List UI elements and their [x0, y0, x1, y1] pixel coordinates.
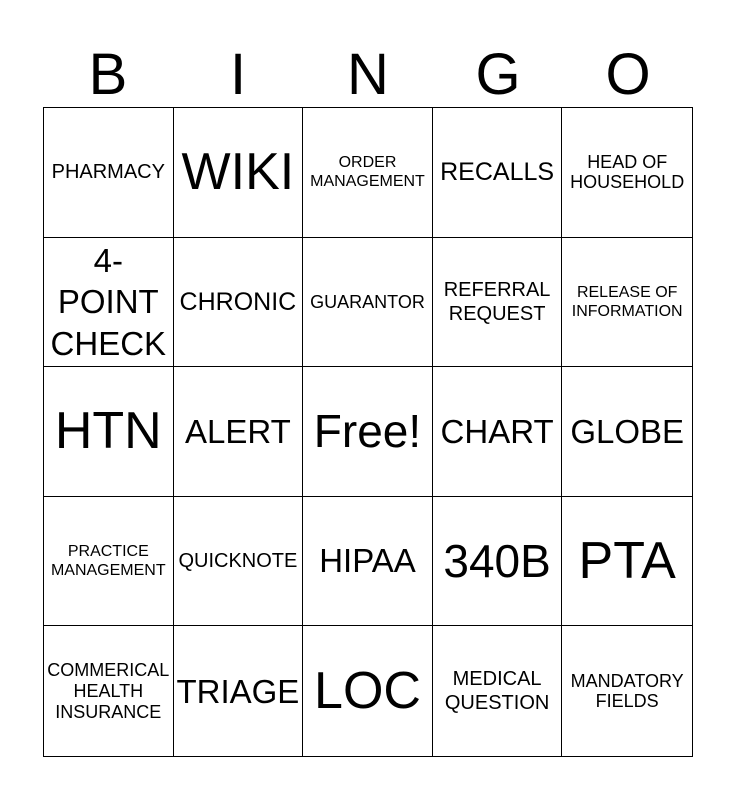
bingo-cell[interactable]: HTN: [44, 367, 174, 497]
header-letter-n: N: [347, 42, 389, 107]
bingo-header: [43, 40, 693, 108]
bingo-cell[interactable]: ALERT: [174, 367, 304, 497]
bingo-cell[interactable]: RELEASE OF INFORMATION: [562, 238, 692, 368]
header-letter-i: I: [229, 42, 247, 107]
bingo-cell[interactable]: CHRONIC: [174, 238, 304, 368]
bingo-cell[interactable]: PTA: [562, 497, 692, 627]
free-space-cell[interactable]: Free!: [303, 367, 433, 497]
bingo-cell[interactable]: HEAD OF HOUSEHOLD: [562, 108, 692, 238]
header-letter-b: B: [88, 42, 128, 107]
bingo-cell[interactable]: HIPAA: [303, 497, 433, 627]
bingo-board: [43, 107, 693, 757]
bingo-cell[interactable]: COMMERICAL HEALTH INSURANCE: [44, 626, 174, 756]
bingo-cell[interactable]: 4-POINT CHECK: [44, 238, 174, 368]
bingo-cell[interactable]: 340B: [433, 497, 563, 627]
bingo-cell[interactable]: GUARANTOR: [303, 238, 433, 368]
bingo-cell[interactable]: GLOBE: [562, 367, 692, 497]
bingo-cell[interactable]: LOC: [303, 626, 433, 756]
bingo-cell[interactable]: MANDATORY FIELDS: [570, 670, 684, 712]
bingo-cell[interactable]: PRACTICE MANAGEMENT: [44, 497, 174, 627]
bingo-cell[interactable]: REFERRAL REQUEST: [433, 238, 563, 368]
bingo-cell[interactable]: QUICKNOTE: [174, 497, 304, 627]
bingo-cell[interactable]: TRIAGE: [174, 626, 304, 756]
bingo-cell[interactable]: WIKI: [174, 108, 304, 238]
bingo-cell[interactable]: PHARMACY: [44, 108, 174, 238]
header-letter-g: G: [475, 42, 521, 107]
bingo-cell[interactable]: RECALLS: [433, 108, 563, 238]
header-letter-o: O: [605, 42, 651, 107]
bingo-cell[interactable]: CHART: [433, 367, 563, 497]
bingo-cell[interactable]: ORDER MANAGEMENT: [303, 108, 433, 238]
bingo-cell[interactable]: MEDICAL QUESTION: [433, 626, 563, 756]
